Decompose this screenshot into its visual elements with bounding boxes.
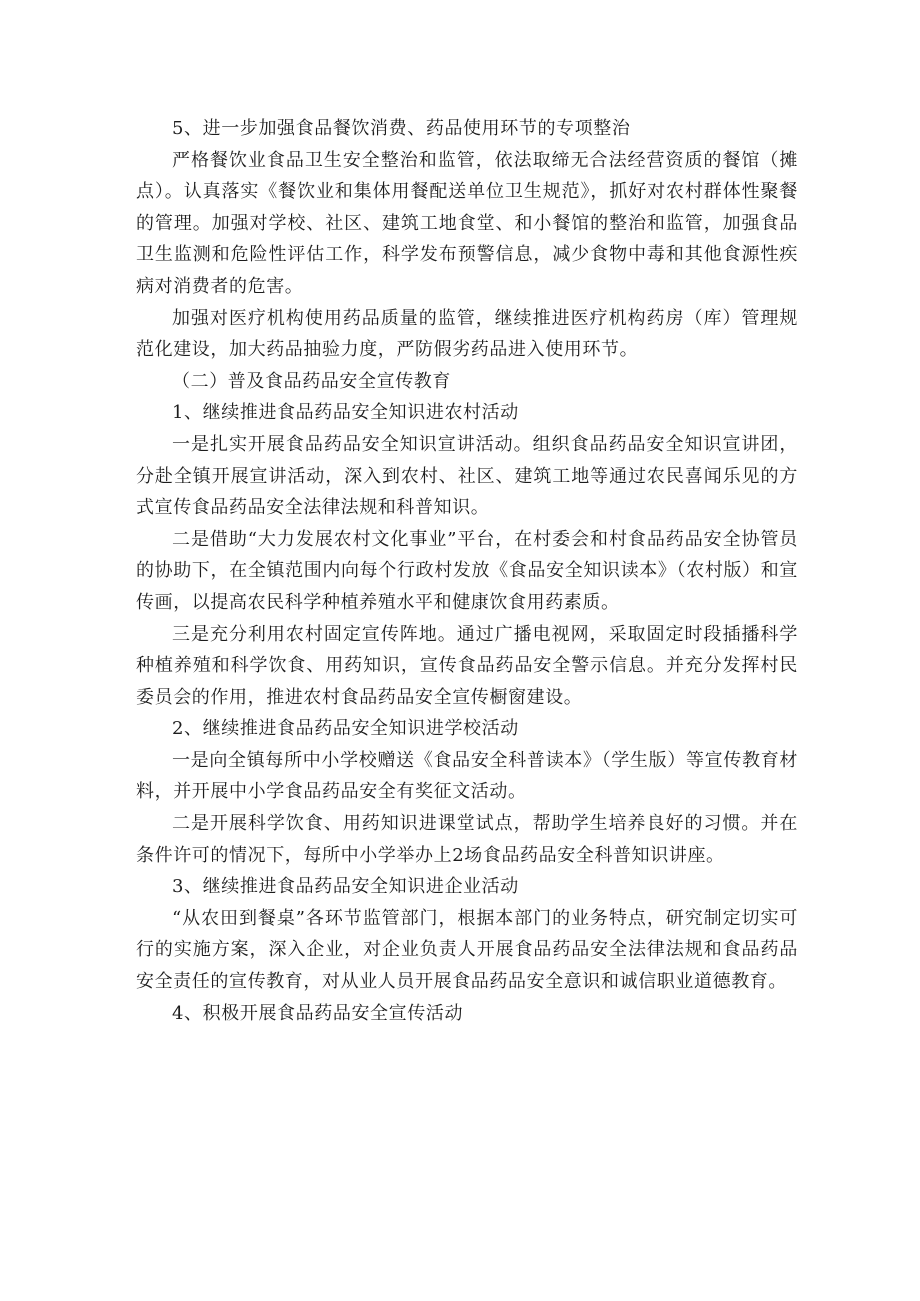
subsection-heading-4: 4、积极开展食品药品安全宣传活动 xyxy=(172,1002,464,1024)
section-heading-5: 5、进一步加强食品餐饮消费、药品使用环节的专项整治 xyxy=(172,118,631,139)
body-paragraph: 二是开展科学饮食、用药知识进课堂试点，帮助学生培养良好的习惯。并在条件许可的情况下，每所中小学举办上2场食品药品安全科普知识讲座。 xyxy=(136,813,798,866)
body-paragraph: 一是向全镇每所中小学校赠送《食品安全科普读本》（学生版）等宣传教育材料，并开展中小学食品药品安全有奖征文活动。 xyxy=(136,749,798,803)
body-paragraph: 二是借助“大力发展农村文化事业”平台，在村委会和村食品药品安全协管员的协助下，在全镇范围内向每个行政村发放《食品安全知识读本》（农村版）和宣传画，以提高农民科学种植养殖水平和健康饮食用药素质。 xyxy=(136,528,798,613)
body-paragraph: 三是充分利用农村固定宣传阵地。通过广播电视网，采取固定时段插播科学种植养殖和科学饮食、用药知识，宣传食品药品安全警示信息。并充分发挥村民委员会的作用，推进农村食品药品安全宣传橱窗建设。 xyxy=(136,623,798,708)
body-paragraph: 加强对医疗机构使用药品质量的监管，继续推进医疗机构药房（库）管理规范化建设，加大药品抽验力度，严防假劣药品进入使用环节。 xyxy=(136,307,798,361)
subsection-heading-2: 2、继续推进食品药品安全知识进学校活动 xyxy=(172,718,519,740)
subsection-heading-1: 1、继续推进食品药品安全知识进农村活动 xyxy=(172,402,519,424)
body-paragraph: 严格餐饮业食品卫生安全整治和监管，依法取缔无合法经营资质的餐馆（摊点）。认真落实《餐饮业和集体用餐配送单位卫生规范》，抓好对农村群体性聚餐的管理。加强对学校、社区、建筑工地食堂、和小餐馆的整治和监管，加强食品卫生监测和危险性评估工作，科学发布预警信息，减少食物中毒和其他食源性疾病对消费者的危害。 xyxy=(136,149,798,297)
body-paragraph: 一是扎实开展食品药品安全知识宣讲活动。组织食品药品安全知识宣讲团，分赴全镇开展宣讲活动，深入到农村、社区、建筑工地等通过农民喜闻乐见的方式宣传食品药品安全法律法规和科普知识。 xyxy=(136,433,798,519)
body-paragraph: “从农田到餐桌”各环节监管部门，根据本部门的业务特点，研究制定切实可行的实施方案，深入企业，对企业负责人开展食品药品安全法律法规和食品药品安全责任的宣传教育，对从业人员开展食品药品安全意识和诚信职业道德教育。 xyxy=(136,907,798,993)
section-heading-2: （二）普及食品药品安全宣传教育 xyxy=(172,370,451,392)
subsection-heading-3: 3、继续推进食品药品安全知识进企业活动 xyxy=(172,876,519,898)
document-body xyxy=(136,113,798,1029)
